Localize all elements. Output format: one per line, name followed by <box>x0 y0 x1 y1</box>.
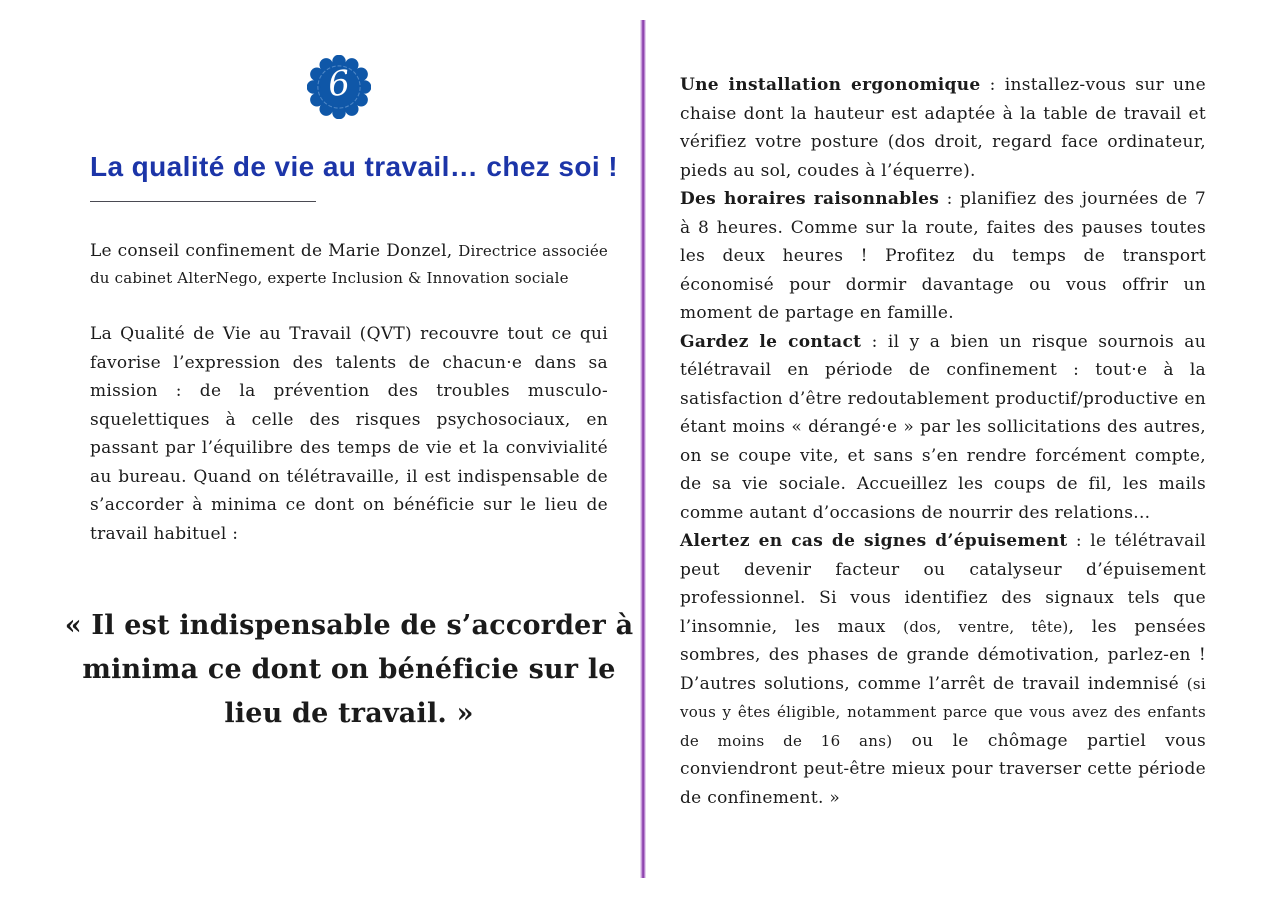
right-column <box>680 71 1206 812</box>
text-run: (si vous y êtes éligible, notamment parce que vous avez des enfants de moins de 16 ans) <box>680 674 1206 750</box>
column-divider <box>640 20 646 878</box>
text-run: Le conseil confinement de Marie Donzel, <box>90 241 459 261</box>
text-run: ou le chômage partiel vous conviendront peut-être mieux pour traverser cette période de confinement. » <box>680 730 1206 808</box>
chapter-badge <box>307 55 371 119</box>
tip-paragraph-burnout <box>680 527 1206 812</box>
text-run: : il y a bien un risque sournois au télétravail en période de confinement : tout·e à la satisfaction d’être redoutablement productif/productive en étant moins « dérangé·e » par les sollicitations des autres, on se coupe vite, et sans s’en rendre forcément compte, de sa vie sociale. Accueillez les coups de fil, les mails comme autant d’occasions de nourrir des relations... <box>680 331 1206 523</box>
text-run: La Qualité de Vie au Travail (QVT) recouvre tout ce qui favorise l’expression des talents de chacun·e dans sa mission : de la prévention des troubles musculo-squelettiques à celle des risques psychosociaux, en passant par l’équilibre des temps de vie et la convivialité au bureau. Quand on télétravaille, il est indispensable de s’accorder à minima ce dont on bénéficie sur le lieu de travail habituel : <box>90 324 608 544</box>
text-run: Alertez en cas de signes d’épuisement <box>680 531 1068 551</box>
title-rule <box>90 201 316 202</box>
page-title: La qualité de vie au travail… chez soi ! <box>90 151 618 182</box>
chapter-number: 6 <box>326 62 352 106</box>
body-paragraph <box>90 320 608 548</box>
tip-paragraph-ergonomics <box>680 71 1206 185</box>
text-run: : le télétravail peut devenir facteur ou catalyseur d’épuisement professionnel. Si vous identifiez des signaux tels que l’insomnie, les maux <box>680 531 1206 637</box>
text-run: , les pensées sombres, des phases de grande démotivation, parlez-en ! D’autres solutions, comme l’arrêt de travail indemnisé <box>680 616 1206 694</box>
text-run: Une installation ergonomique <box>680 75 981 95</box>
pull-quote: « Il est indispensable de s’accorder à minima ce dont on bénéficie sur le lieu de travail. » <box>64 610 634 729</box>
tip-paragraph-hours <box>680 185 1206 328</box>
tip-paragraph-contact <box>680 328 1206 528</box>
text-run: Gardez le contact <box>680 331 862 352</box>
text-run: Des horaires raisonnables <box>680 189 940 209</box>
text-run: : planifiez des journées de 7 à 8 heures. Comme sur la route, faites des pauses toutes les deux heures ! Profitez du temps de transport économisé pour dormir davantage ou vous offrir un moment de partage en famille. <box>680 189 1206 323</box>
text-run: (dos, ventre, tête) <box>903 617 1069 636</box>
intro-paragraph <box>90 238 608 292</box>
text-run: : installez-vous sur une chaise dont la hauteur est adaptée à la table de travail et vérifiez votre posture (dos droit, regard face ordinateur, pieds au sol, coudes à l’équerre). <box>680 75 1206 181</box>
left-column <box>64 0 634 736</box>
text-run: Directrice associée du cabinet AlterNego, experte Inclusion & Innovation sociale <box>90 242 609 287</box>
